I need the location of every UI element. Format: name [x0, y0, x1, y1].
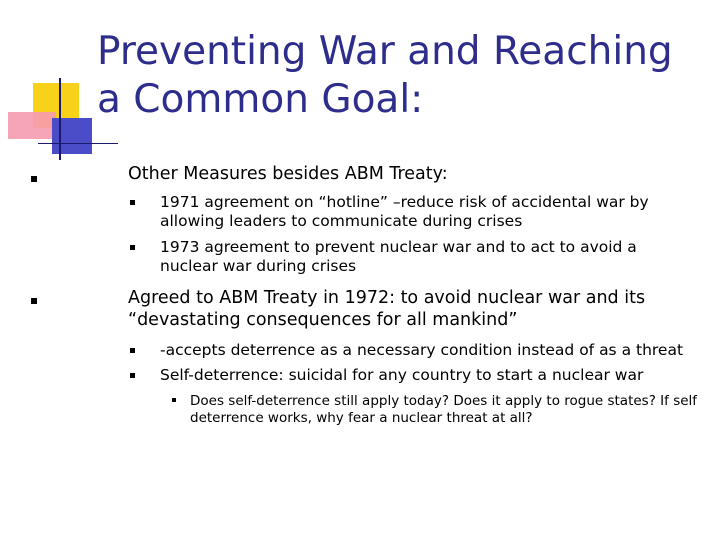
title-line-2: a Common Goal:	[97, 77, 424, 122]
bullet-marker	[130, 348, 135, 353]
bullet-marker	[172, 398, 176, 402]
bullet-marker	[130, 200, 135, 205]
slide-title	[97, 28, 697, 124]
bullet-other-measures: Other Measures besides ABM Treaty:	[128, 164, 448, 184]
logo-vertical-line	[59, 78, 61, 160]
bullet-marker	[130, 245, 135, 250]
title-line-1: Preventing War and Reaching	[97, 29, 673, 74]
bullet-accepts-deterrence: -accepts deterrence as a necessary condition instead of as a threat	[160, 341, 684, 359]
bullet-1973-agreement: 1973 agreement to prevent nuclear war and to act to avoid a nuclear war during crises	[160, 238, 637, 275]
logo-pink-block	[8, 112, 56, 139]
bullet-marker	[31, 298, 37, 304]
bullet-abm-treaty-1972: Agreed to ABM Treaty in 1972: to avoid nuclear war and its “devastating consequences for all mankind”	[128, 288, 646, 330]
bullet-marker	[31, 176, 37, 182]
bullet-marker	[130, 373, 135, 378]
bullet-rogue-states-question: Does self-deterrence still apply today? Does it apply to rogue states? If self deterrence works, why fear a nuclear threat at all?	[190, 393, 698, 426]
bullet-hotline-agreement: 1971 agreement on “hotline” –reduce risk of accidental war by allowing leaders to communicate during crises	[160, 193, 649, 230]
logo-horizontal-line	[38, 143, 118, 144]
bullet-self-deterrence: Self-deterrence: suicidal for any country to start a nuclear war	[160, 366, 644, 384]
logo-blue-block	[52, 118, 92, 154]
